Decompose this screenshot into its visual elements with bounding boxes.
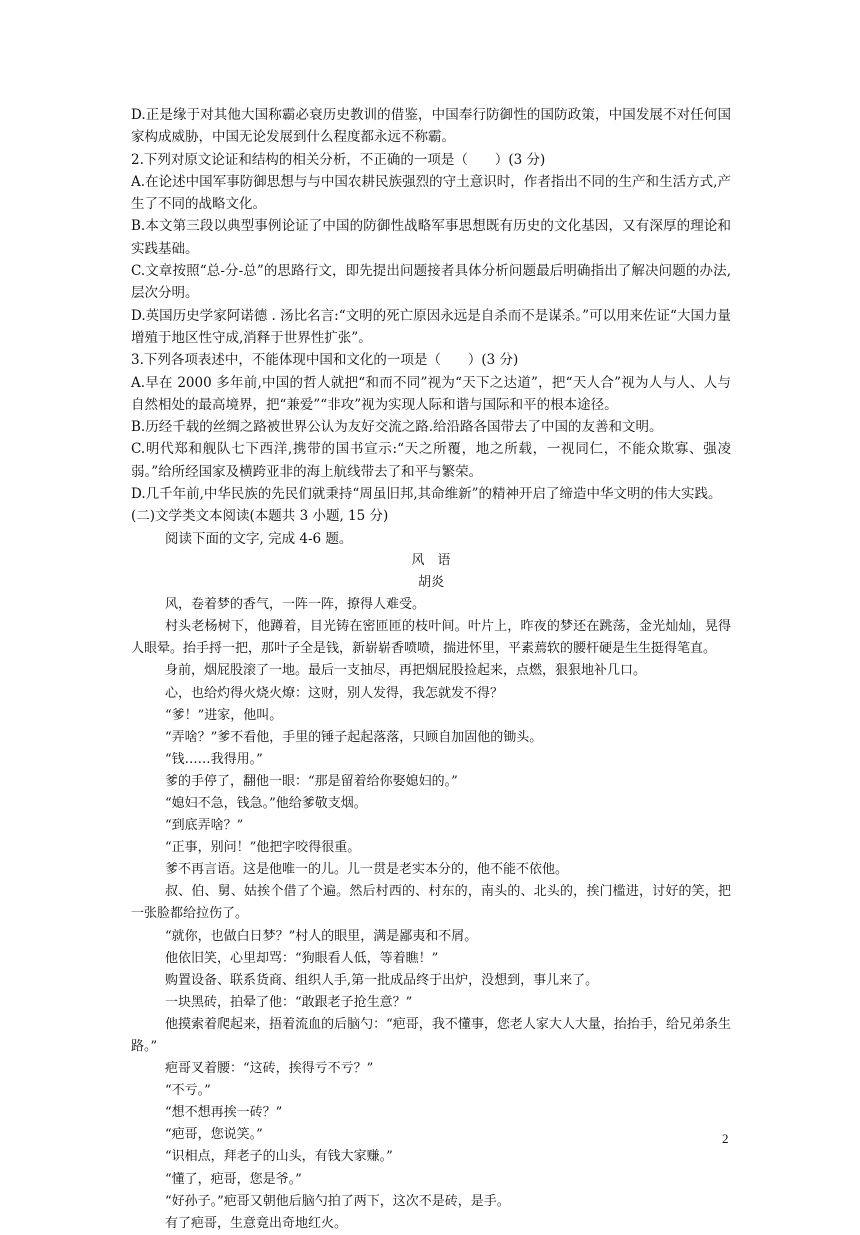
- option-b-q2: B.本文第三段以典型事例论证了中国的防御性战略军事思想既有历史的文化基因，又有深厚的理论和实践基础。: [131, 218, 731, 257]
- story-paragraph: “想不想再挨一砖？”: [165, 1105, 283, 1121]
- story-paragraph: “媳妇不急，钱急。”他给爹敬支烟。: [165, 795, 367, 811]
- option-a-q3: A.早在 2000 多年前,中国的哲人就把“和而不同”视为“天下之达道”，把“天人合”视为人与人、人与自然相处的最高境界，把“兼爱”“非攻”视为实现人际和谐与国际和平的根本途径。: [131, 374, 731, 413]
- story-paragraph: “疤哥，您说笑。”: [165, 1127, 263, 1143]
- story-paragraph: 身前，烟屁股滚了一地。最后一支抽尽，再把烟屁股捡起来，点燃，狠狠地补几口。: [165, 663, 647, 679]
- page-content: [131, 104, 731, 1235]
- instruction: 阅读下面的文字, 完成 4-6 题。: [165, 530, 353, 547]
- story-paragraph: 他依旧笑，心里却骂：“狗眼看人低，等着瞧！”: [165, 950, 439, 966]
- story-paragraph: “懂了，疤哥，您是爷。”: [165, 1171, 302, 1187]
- option-d-q3: D.几千年前,中华民族的先民们就秉持“周虽旧邦,其命维新”的精神开启了缔造中华文明的伟大实践。: [131, 486, 722, 503]
- story-paragraph: “好孙子。”疤哥又朝他后脑勺拍了两下，这次不是砖，是手。: [165, 1193, 510, 1209]
- story-paragraph: “就你，也做白日梦？”村人的眼里，满是鄙夷和不屑。: [165, 928, 478, 944]
- section-heading: (二)文学类文本阅读(本题共 3 小题, 15 分): [131, 508, 389, 525]
- story-paragraph: 他摸索着爬起来，捂着流血的后脑勺：“疤哥，我不懂事，您老人家大人大量，抬抬手，给兄弟条生路。”: [131, 1016, 731, 1054]
- question-2: 2.下列对原文论证和结构的相关分析，不正确的一项是（ ）(3 分): [131, 151, 546, 168]
- story-paragraph: “正事，别问！”他把字咬得很重。: [165, 840, 361, 856]
- story-author: 胡炎: [417, 575, 444, 591]
- option-b-q3: B.历经千载的丝绸之路被世界公认为友好交流之路.给沿路各国带去了中国的友善和文明。: [131, 419, 663, 436]
- story-paragraph: 有了疤哥，生意竟出奇地红火。: [165, 1215, 348, 1231]
- story-paragraph: 风，卷着梦的香气，一阵一阵，撩得人难受。: [165, 597, 426, 613]
- questions-section: [131, 104, 731, 505]
- option-c-q3: C.明代郑和舰队七下西洋,携带的国书宣示:“天之所覆，地之所载，一视同仁，不能众欺寡、强凌弱。”给所经国家及横跨亚非的海上航线带去了和平与繁荣。: [131, 441, 731, 480]
- story-paragraph: 疤哥叉着腰：“这砖，挨得亏不亏？”: [165, 1061, 374, 1077]
- page-number: 2: [722, 1131, 729, 1146]
- story-paragraph: 一块黑砖，拍晕了他：“敢跟老子抢生意？”: [165, 994, 413, 1010]
- story-paragraph: 购置设备、联系货商、组织人手,第一批成品终于出炉，没想到，事儿来了。: [165, 972, 599, 988]
- option-a-q2: A.在论述中国军事防御思想与与中国农耕民族强烈的守土意识时，作者指出不同的生产和生活方式,产生了不同的战略文化。: [131, 173, 731, 213]
- story-paragraph: “识相点，拜老子的山头，有钱大家赚。”: [165, 1149, 393, 1165]
- story-paragraph: “到底弄啥？”: [165, 818, 244, 834]
- story-paragraph: 心，也给灼得火烧火燎：这财，别人发得，我怎就发不得？: [165, 685, 504, 701]
- story-paragraph: 爹的手停了，翻他一眼：“那是留着给你娶媳妇的。”: [165, 773, 458, 789]
- story-paragraph: “钱……我得用。”: [165, 751, 263, 767]
- story-paragraph: “爹！”进家，他叫。: [165, 707, 283, 723]
- story-title: 风 语: [411, 552, 451, 568]
- option-d-q1: D.正是缘于对其他大国称霸必衰历史教训的借鉴，中国奉行防御性的国防政策，中国发展不对任何国家构成威胁，中国无论发展到什么程度都永远不称霸。: [131, 107, 731, 146]
- option-d-q2: D.英国历史学家阿诺德 . 汤比名言:“文明的死亡原因永远是自杀而不是谋杀。”可以用来佐证“大国力量增殖于地区性守成,消释于世界性扩张”。: [131, 307, 731, 346]
- question-3: 3.下列各项表述中，不能体现中国和文化的一项是（ ）(3 分): [131, 352, 519, 369]
- story-paragraph: 村头老杨树下，他蹲着，目光铸在密匝匝的枝叶间。叶片上，昨夜的梦还在跳荡，金光灿灿，晃得人眼晕。抬手捋一把，那叶子全是钱，新崭崭香喷喷，揣进怀里，平素蔫软的腰杆硬是生生挺得笔直。: [131, 619, 731, 657]
- option-c-q2: C.文章按照“总-分-总”的思路行文，即先提出问题接者具体分析问题最后明确指出了解决问题的办法,层次分明。: [131, 263, 731, 302]
- story-section: [131, 550, 731, 1235]
- story-paragraph: “不亏。”: [165, 1083, 211, 1099]
- story-paragraph: “弄啥？”爹不看他，手里的锤子起起落落，只顾自加固他的锄头。: [165, 729, 543, 745]
- story-paragraph: 叔、伯、舅、姑挨个借了个遍。然后村西的、村东的，南头的、北头的，挨门槛进，讨好的笑，把一张脸都给拉伤了。: [131, 884, 731, 922]
- story-paragraph: 爹不再言语。这是他唯一的儿。儿一贯是老实本分的，他不能不依他。: [165, 862, 569, 878]
